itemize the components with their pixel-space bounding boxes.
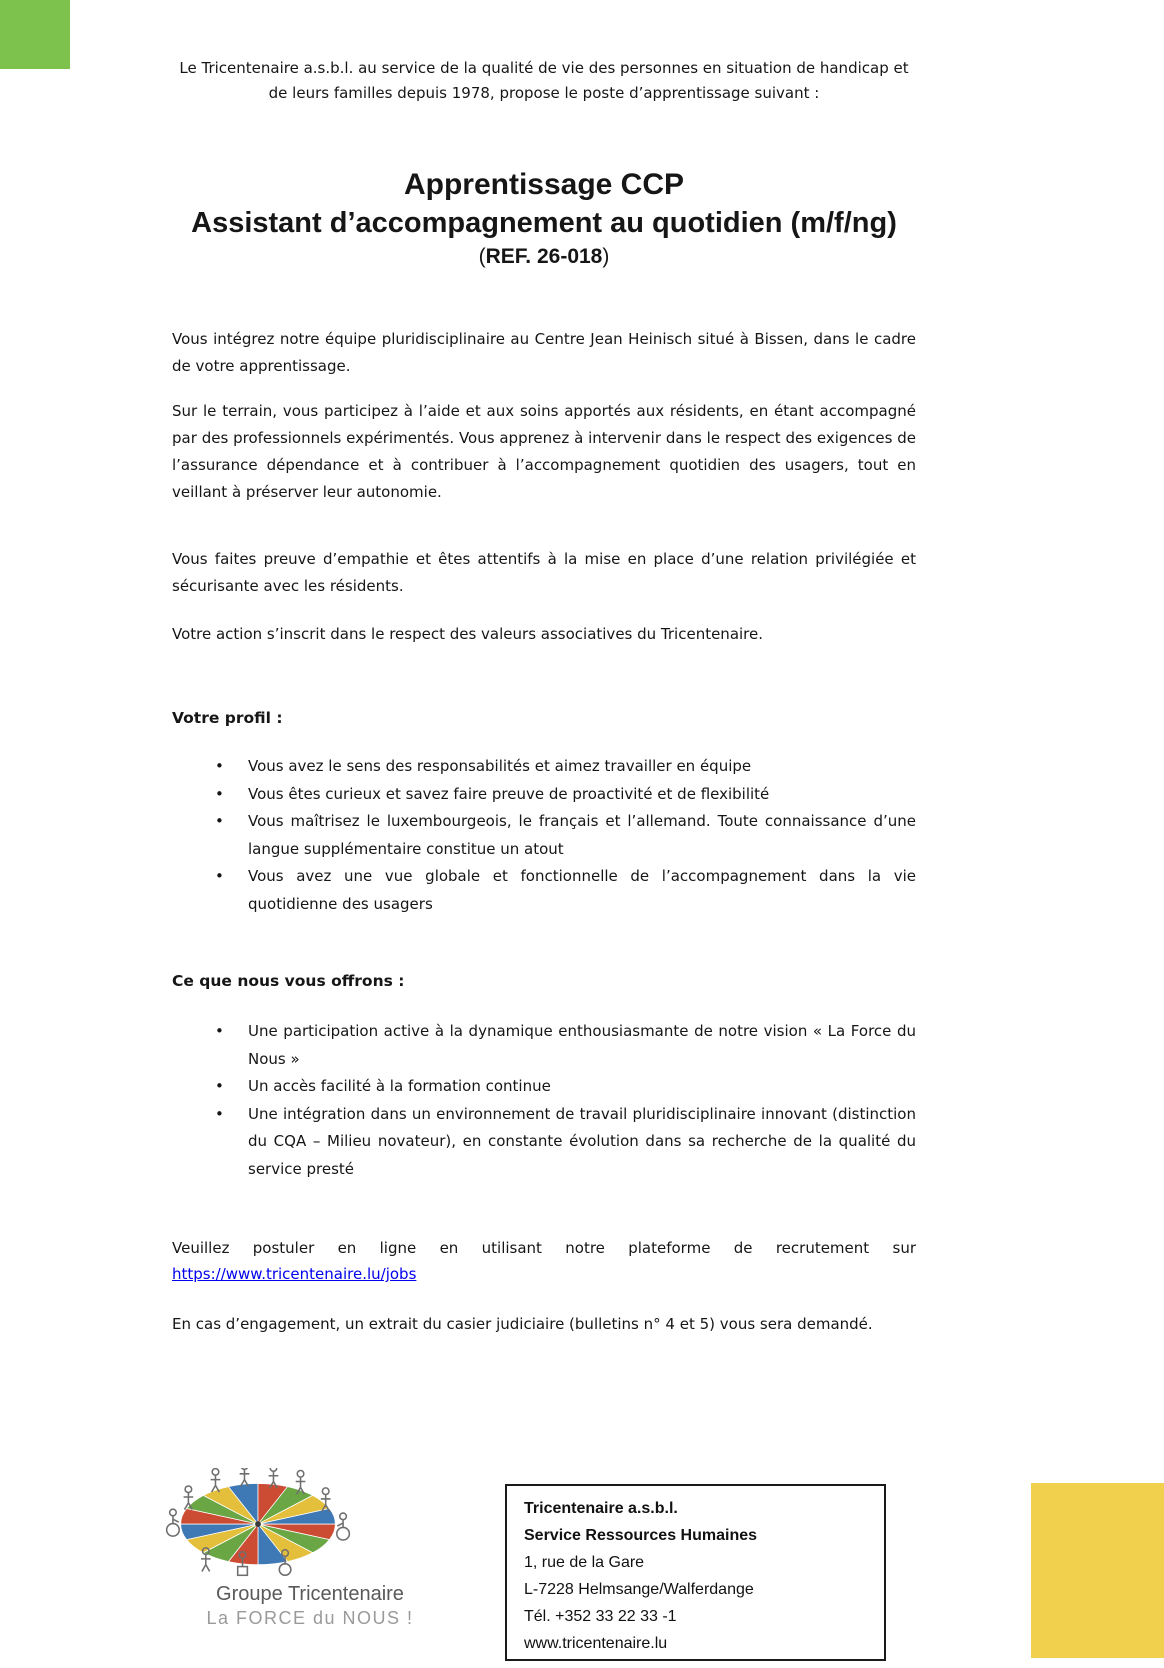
criminal-record-note: En cas d’engagement, un extrait du casier judiciaire (bulletins n° 4 et 5) vous sera demandé. bbox=[172, 1315, 873, 1333]
profile-item: • Vous avez une vue globale et fonctionnelle de l’accompagnement dans la vie quotidienne des usagers bbox=[172, 863, 916, 918]
profile-item: • Vous maîtrisez le luxembourgeois, le français et l’allemand. Toute connaissance d’une langue supplémentaire constitue un atout bbox=[172, 808, 916, 863]
paragraph-values: Votre action s’inscrit dans le respect des valeurs associatives du Tricentenaire. bbox=[172, 625, 764, 643]
offer-heading: Ce que nous vous offrons : bbox=[172, 972, 405, 990]
offer-item: • Un accès facilité à la formation continue bbox=[172, 1073, 916, 1101]
contact-address-line1: 1, rue de la Gare bbox=[524, 1554, 645, 1571]
contact-website: www.tricentenaire.lu bbox=[524, 1635, 668, 1652]
contact-department: Service Ressources Humaines bbox=[524, 1527, 758, 1544]
job-reference bbox=[94, 242, 994, 272]
logo-tagline-text: La FORCE du NOUS ! bbox=[206, 1608, 414, 1628]
profile-list bbox=[172, 753, 916, 918]
profile-item: • Vous avez le sens des responsabilités et aimez travailler en équipe bbox=[172, 753, 916, 781]
green-corner-decoration bbox=[0, 0, 70, 69]
yellow-corner-decoration bbox=[1031, 1483, 1164, 1658]
logo-brand-text: Groupe Tricentenaire bbox=[216, 1583, 404, 1605]
paragraph-team: Vous intégrez notre équipe pluridisciplinaire au Centre Jean Heinisch situé à Bissen, dans le cadre de votre apprentissage. bbox=[172, 330, 916, 375]
contact-phone: Tél. +352 33 22 33 -1 bbox=[524, 1608, 677, 1625]
contact-name: Tricentenaire a.s.b.l. bbox=[524, 1500, 678, 1517]
intro-text: Le Tricentenaire a.s.b.l. au service de la qualité de vie des personnes en situation de handicap et de leurs familles depuis 1978, propose le poste d’apprentissage suivant : bbox=[179, 59, 909, 102]
paragraph-empathy: Vous faites preuve d’empathie et êtes attentifs à la mise en place d’une relation privilégiée et sécurisante avec les résidents. bbox=[172, 550, 916, 595]
paragraph-mission: Sur le terrain, vous participez à l’aide et aux soins apportés aux résidents, en étant accompagné par des professionnels expérimentés. Vous apprenez à intervenir dans le respect des exigences de l’assurance dépendance et à contribuer à l’accompagnement quotidien des usagers, tout en veillant à préserver leur autonomie. bbox=[172, 402, 916, 501]
ref-code: REF. 26-018 bbox=[485, 245, 603, 268]
contact-address-line2: L-7228 Helmsange/Walferdange bbox=[524, 1581, 754, 1598]
title-block bbox=[94, 166, 994, 272]
offer-list bbox=[172, 1018, 916, 1183]
apply-text: Veuillez postuler en ligne en utilisant notre plateforme de recrutement sur bbox=[172, 1239, 916, 1257]
tricentenaire-logo bbox=[158, 1468, 358, 1584]
jobs-link[interactable]: https://www.tricentenaire.lu/jobs bbox=[172, 1265, 417, 1283]
profile-heading: Votre profil : bbox=[172, 709, 283, 727]
job-title: Apprentissage CCP bbox=[403, 168, 685, 201]
ref-paren-open: ( bbox=[478, 245, 486, 268]
contact-box bbox=[505, 1484, 886, 1661]
offer-item: • Une intégration dans un environnement de travail pluridisciplinaire innovant (distinction du CQA – Milieu novateur), en constante évolution dans sa recherche de la qualité du service presté bbox=[172, 1101, 916, 1184]
profile-item: • Vous êtes curieux et savez faire preuve de proactivité et de flexibilité bbox=[172, 781, 916, 809]
offer-item: • Une participation active à la dynamique enthousiasmante de notre vision « La Force du Nous » bbox=[172, 1018, 916, 1073]
apply-paragraph bbox=[172, 1235, 916, 1287]
job-subtitle: Assistant d’accompagnement au quotidien (m/f/ng) bbox=[191, 207, 897, 239]
ref-paren-close: ) bbox=[602, 245, 610, 268]
